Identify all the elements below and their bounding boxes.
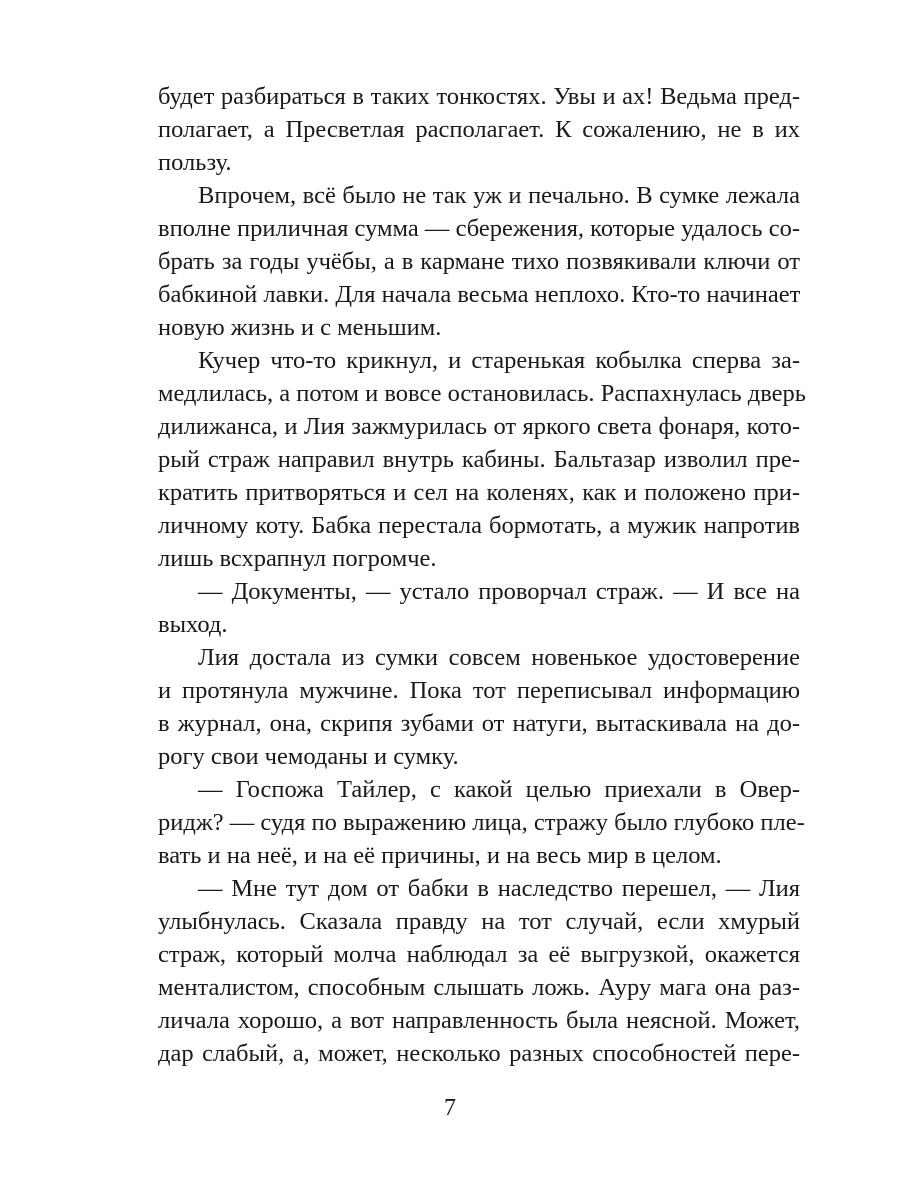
text-line: улыбнулась. Сказала правду на тот случай, если хмурый (158, 908, 800, 935)
text-line: медлилась, а потом и вовсе остановилась. Распахнулась дверь (158, 380, 806, 407)
paragraph-first-line: Впрочем, всё было не так уж и печально. В сумке лежала (198, 182, 800, 209)
text-line: будет разбираться в таких тонкостях. Увы и ах! Ведьма пред- (158, 83, 800, 110)
text-line: пользу. (158, 149, 232, 176)
text-line: кратить притворяться и сел на коленях, как и положено при- (158, 479, 800, 506)
paragraph-first-line: Лия достала из сумки совсем новенькое удостоверение (198, 644, 800, 671)
dialogue-line: — Госпожа Тайлер, с какой целью приехали в Овер- (198, 776, 800, 803)
text-line: выход. (158, 611, 228, 638)
text-line: ридж? — судя по выражению лица, стражу было глубоко пле- (158, 809, 805, 836)
text-line: вать и на неё, и на её причины, и на весь мир в целом. (158, 842, 722, 869)
text-line: дар слабый, а, может, несколько разных способностей пере- (158, 1040, 800, 1067)
text-line: лишь всхрапнул погромче. (158, 545, 437, 572)
text-line: рогу свои чемоданы и сумку. (158, 743, 459, 770)
text-line: рый страж направил внутрь кабины. Бальтазар изволил пре- (158, 446, 800, 473)
text-line: новую жизнь и с меньшим. (158, 314, 442, 341)
text-line: вполне приличная сумма — сбережения, которые удалось со- (158, 215, 800, 242)
text-line: бабкиной лавки. Для начала весьма неплохо. Кто-то начинает (158, 281, 801, 308)
page-number: 7 (444, 1095, 456, 1121)
paragraph-first-line: Кучер что-то крикнул, и старенькая кобылка сперва за- (198, 347, 800, 374)
text-line: личала хорошо, а вот направленность была неясной. Может, (158, 1007, 800, 1034)
text-line: страж, который молча наблюдал за её выгрузкой, окажется (158, 941, 800, 968)
text-line: и протянула мужчине. Пока тот переписывал информацию (158, 677, 800, 704)
dialogue-line: — Мне тут дом от бабки в наследство перешел, — Лия (198, 875, 800, 902)
text-line: менталистом, способным слышать ложь. Ауру мага она раз- (158, 974, 800, 1001)
text-line: полагает, а Пресветлая располагает. К сожалению, не в их (158, 116, 800, 143)
dialogue-line: — Документы, — устало проворчал страж. — И все на (198, 578, 800, 605)
text-line: дилижанса, и Лия зажмурилась от яркого света фонаря, кото- (158, 413, 800, 440)
body-text (158, 80, 806, 1070)
text-line: в журнал, она, скрипя зубами от натуги, вытаскивала на до- (158, 710, 800, 737)
text-line: личному коту. Бабка перестала бормотать, а мужик напротив (158, 512, 800, 539)
text-line: брать за годы учёбы, а в кармане тихо позвякивали ключи от (158, 248, 800, 275)
